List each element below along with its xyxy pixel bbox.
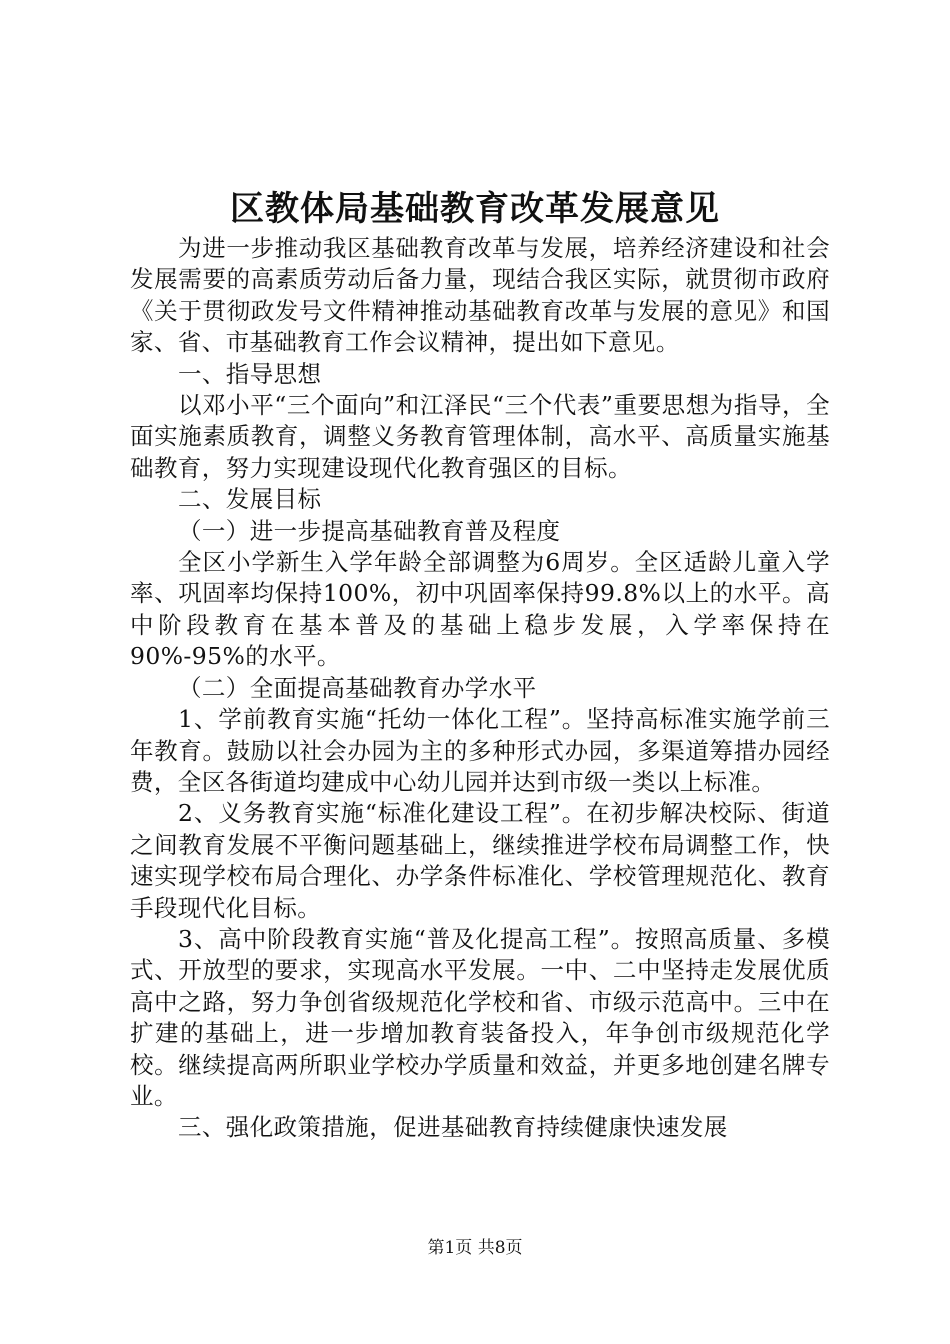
high-school-paragraph: 3、高中阶段教育实施“普及化提高工程”。按照高质量、多模式、开放型的要求，实现高水平发展。一中、二中坚持走发展优质高中之路，努力争创省级规范化学校和省、市级示范高中。三中在扩建的基础上，进一步增加教育装备投入，年争创市级规范化学校。继续提高两所职业学校办学质量和效益，并更多地创建名牌专业。	[130, 924, 830, 1110]
document-title: 区教体局基础教育改革发展意见	[230, 189, 720, 229]
page-footer: 第1页 共8页	[427, 1238, 523, 1258]
section-heading-development-goals: 二、发展目标	[178, 485, 322, 514]
section-heading-policy-measures: 三、强化政策措施，促进基础教育持续健康快速发展	[178, 1113, 728, 1142]
intro-paragraph: 为进一步推动我区基础教育改革与发展，培养经济建设和社会发展需要的高素质劳动后备力量，现结合我区实际，就贯彻市政府《关于贯彻政发号文件精神推动基础教育改革与发展的意见》和国家、省、市基础教育工作会议精神，提出如下意见。	[130, 234, 830, 357]
subsection-heading-2: （二）全面提高基础教育办学水平	[178, 673, 537, 702]
guiding-thought-paragraph: 以邓小平“三个面向”和江泽民“三个代表”重要思想为指导，全面实施素质教育，调整义务教育管理体制，高水平、高质量实施基础教育，努力实现建设现代化教育强区的目标。	[130, 391, 830, 482]
enrollment-paragraph: 全区小学新生入学年龄全部调整为6周岁。全区适龄儿童入学率、巩固率均保持100%，初中巩固率保持99.8%以上的水平。高中阶段教育在基本普及的基础上稳步发展，入学率保持在90%-95%的水平。	[130, 548, 830, 671]
section-heading-guiding-thought: 一、指导思想	[178, 359, 322, 388]
document-body	[130, 233, 830, 1144]
subsection-heading-1: （一）进一步提高基础教育普及程度	[178, 516, 561, 545]
preschool-paragraph: 1、学前教育实施“托幼一体化工程”。坚持高标准实施学前三年教育。鼓励以社会办园为主的多种形式办园，多渠道筹措办园经费，全区各街道均建成中心幼儿园并达到市级一类以上标准。	[130, 705, 830, 796]
compulsory-education-paragraph: 2、义务教育实施“标准化建设工程”。在初步解决校际、街道之间教育发展不平衡问题基础上，继续推进学校布局调整工作，快速实现学校布局合理化、办学条件标准化、学校管理规范化、教育手段现代化目标。	[130, 799, 830, 922]
